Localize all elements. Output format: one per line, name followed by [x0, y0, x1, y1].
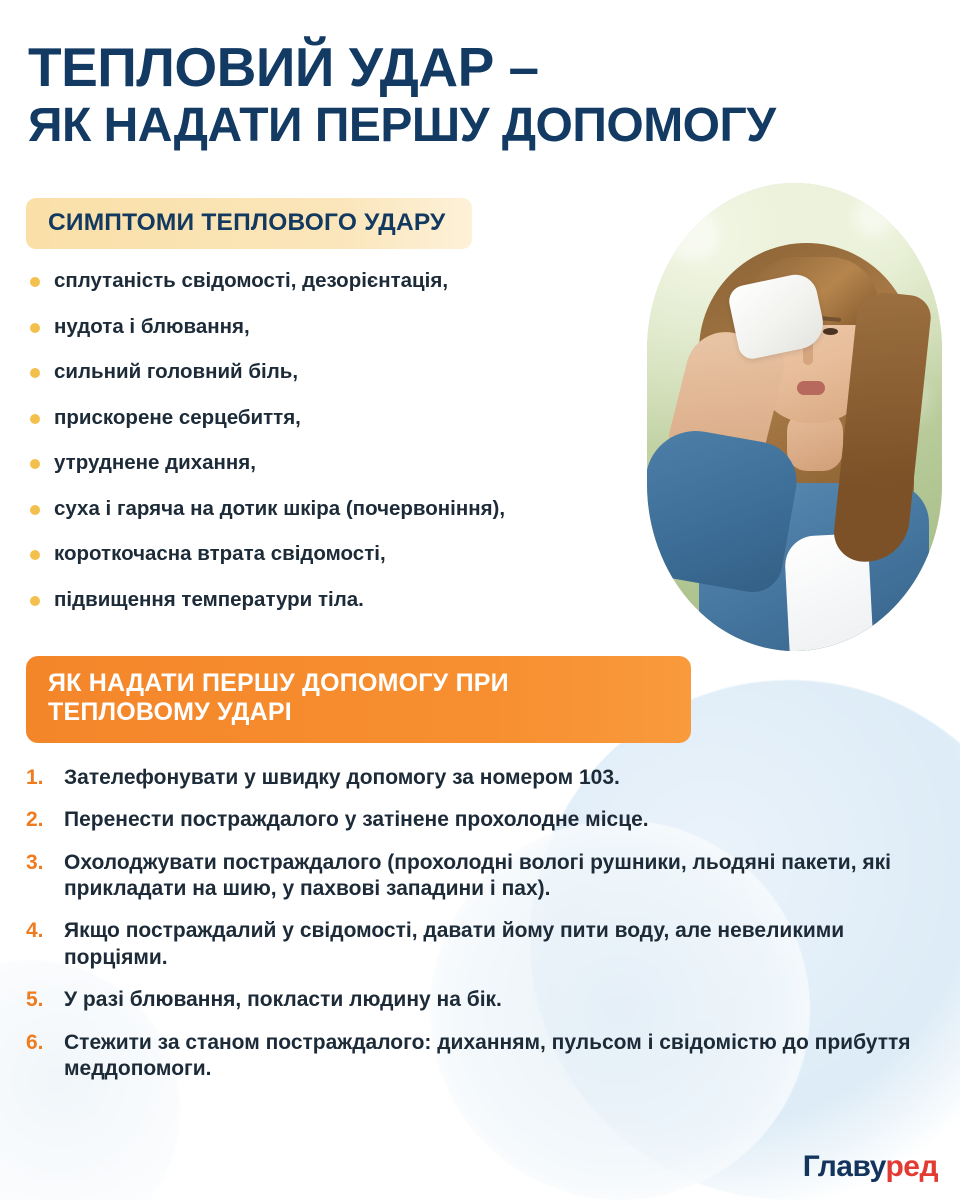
bullet-dot-icon: [30, 505, 40, 515]
list-item: [26, 987, 931, 1013]
step-text: Охолоджувати постраждалого (прохолодні вологі рушники, льодяні пакети, які прикладати на шию, у пахвові западини і пах).: [64, 850, 891, 901]
symptom-text: нудота і блювання,: [54, 314, 250, 338]
step-number: 5.: [26, 988, 44, 1012]
list-item: [26, 918, 931, 971]
list-item: [26, 807, 931, 833]
logo-text-accent: ред: [885, 1150, 938, 1183]
step-text: Перенести постраждалого у затінене прохолодне місце.: [64, 808, 649, 832]
bullet-dot-icon: [30, 596, 40, 606]
symptoms-list: [26, 269, 656, 613]
step-text: Зателефонувати у швидку допомогу за номером 103.: [64, 765, 620, 789]
bullet-dot-icon: [30, 323, 40, 333]
symptom-text: утруднене дихання,: [54, 451, 256, 475]
bullet-dot-icon: [30, 277, 40, 287]
glavred-logo[interactable]: [803, 1150, 938, 1184]
photo-frame: [647, 183, 942, 651]
symptom-text: сплутаність свідомості, дезорієнтація,: [54, 268, 449, 292]
photo-mouth: [797, 381, 825, 395]
bullet-dot-icon: [30, 459, 40, 469]
page-title: [26, 36, 934, 152]
first-aid-steps-list: [26, 765, 931, 1083]
list-item: [26, 315, 656, 340]
step-text: Якщо постраждалий у свідомості, давати йому пити воду, але невеликими порціями.: [64, 919, 845, 969]
bullet-dot-icon: [30, 550, 40, 560]
photo-bokeh: [665, 207, 719, 261]
logo-text-primary: Главу: [802, 1150, 886, 1183]
step-number: 2.: [26, 808, 44, 832]
bullet-dot-icon: [30, 368, 40, 378]
list-item: [26, 1030, 931, 1083]
step-text: У разі блювання, покласти людину на бік.: [64, 988, 502, 1012]
symptom-text: суха і гаряча на дотик шкіра (почервоніння),: [54, 496, 506, 520]
woman-wiping-forehead-photo: [647, 183, 942, 651]
photo-bokeh: [853, 197, 893, 237]
list-item: [26, 406, 656, 431]
list-item: [26, 360, 656, 385]
step-number: 1.: [26, 765, 44, 789]
list-item: [26, 451, 656, 476]
step-number: 6.: [26, 1030, 44, 1054]
symptom-text: короткочасна втрата свідомості,: [54, 542, 386, 566]
step-text: Стежити за станом постраждалого: диханням, пульсом і свідомістю до прибуття меддопомоги.: [64, 1030, 911, 1081]
symptom-text: сильний головний біль,: [54, 360, 299, 384]
symptom-text: підвищення температури тіла.: [54, 588, 364, 612]
photo-sleeve: [647, 423, 803, 597]
bullet-dot-icon: [30, 414, 40, 424]
first-aid-section-badge: ЯК НАДАТИ ПЕРШУ ДОПОМОГУ ПРИ ТЕПЛОВОМУ УДАРІ: [26, 656, 691, 743]
list-item: [26, 765, 931, 791]
symptoms-section-badge: СИМПТОМИ ТЕПЛОВОГО УДАРУ: [26, 198, 472, 249]
photo-eye-right: [823, 328, 838, 335]
list-item: [26, 850, 931, 903]
step-number: 4.: [26, 919, 44, 943]
list-item: [26, 269, 656, 294]
page-title-line-2: ЯК НАДАТИ ПЕРШУ ДОПОМОГУ: [28, 98, 776, 152]
symptom-text: прискорене серцебиття,: [54, 405, 301, 429]
list-item: [26, 497, 656, 522]
page-title-line-1: ТЕПЛОВИЙ УДАР –: [28, 36, 539, 99]
list-item: [26, 542, 656, 567]
list-item: [26, 588, 656, 613]
step-number: 3.: [26, 850, 44, 874]
